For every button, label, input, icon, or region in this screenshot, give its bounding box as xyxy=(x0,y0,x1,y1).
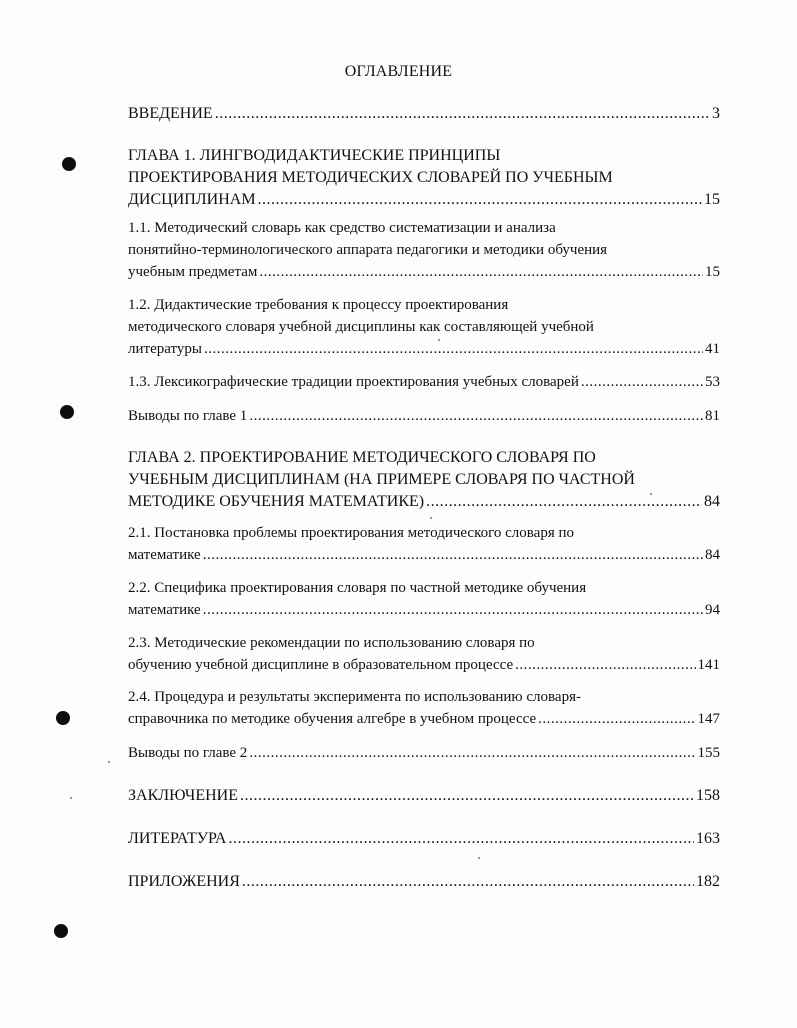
toc-entry-text: Выводы по главе 1 xyxy=(128,408,248,424)
toc-page-number: 3 xyxy=(712,105,720,122)
toc-entry-text: справочника по методике обучения алгебре в учебном процессе xyxy=(128,711,537,727)
scan-speck xyxy=(70,797,72,799)
toc-page-number: 15 xyxy=(704,191,720,208)
toc-entry-text: математике xyxy=(128,602,201,618)
toc-entry-text: УЧЕБНЫМ ДИСЦИПЛИНАМ (НА ПРИМЕРЕ СЛОВАРЯ ПО ЧАСТНОЙ xyxy=(128,471,635,488)
toc-page-number: 182 xyxy=(696,873,720,890)
toc-entry-section-1-3 xyxy=(128,371,720,393)
toc-entry-text: МЕТОДИКЕ ОБУЧЕНИЯ МАТЕМАТИКЕ) xyxy=(128,493,425,510)
scan-speck xyxy=(478,857,480,859)
toc-entry-section-2-2 xyxy=(128,577,720,621)
toc-entry-text: ПРОЕКТИРОВАНИЯ МЕТОДИЧЕСКИХ СЛОВАРЕЙ ПО УЧЕБНЫМ xyxy=(128,169,613,186)
toc-entry-text: 1.1. Методический словарь как средство систематизации и анализа xyxy=(128,220,556,236)
scan-speck xyxy=(108,761,110,763)
toc-entry-text: 2.1. Постановка проблемы проектирования методического словаря по xyxy=(128,525,575,541)
toc-page-number: 94 xyxy=(705,602,720,618)
toc-entry-section-2-4 xyxy=(128,686,720,730)
toc-entry-conclusions-1 xyxy=(128,405,720,427)
toc-entry-text: 2.3. Методические рекомендации по использованию словаря по xyxy=(128,635,535,651)
toc-entry-section-1-2 xyxy=(128,294,720,360)
toc-entry-introduction xyxy=(128,103,720,125)
toc-entry-text: методического словаря учебной дисциплины как составляющей учебной xyxy=(128,319,594,335)
toc-entry-text: ПРИЛОЖЕНИЯ xyxy=(128,873,240,890)
toc-entry-text: ДИСЦИПЛИНАМ xyxy=(128,191,256,208)
toc-entry-conclusions-2 xyxy=(128,742,720,764)
toc-entry-text: ВВЕДЕНИЕ xyxy=(128,105,213,122)
toc-page-number: 147 xyxy=(697,711,720,727)
dot-leader xyxy=(581,371,703,393)
dot-leader xyxy=(242,871,694,893)
toc-entry-appendices xyxy=(128,871,720,893)
dot-leader xyxy=(203,544,703,566)
toc-entry-text: ГЛАВА 2. ПРОЕКТИРОВАНИЕ МЕТОДИЧЕСКОГО СЛОВАРЯ ПО xyxy=(128,449,596,466)
dot-leader xyxy=(203,599,703,621)
toc-entry-text: 2.2. Специфика проектирования словаря по частной методике обучения xyxy=(128,580,587,596)
toc-page-number: 141 xyxy=(697,657,720,673)
toc-entry-section-1-1 xyxy=(128,217,720,283)
toc-entry-chapter-1 xyxy=(128,145,720,211)
page-title: ОГЛАВЛЕНИЕ xyxy=(344,63,453,80)
toc-page-number: 53 xyxy=(705,374,720,390)
dot-leader xyxy=(258,189,702,211)
toc-entry-text: 1.2. Дидактические требования к процессу проектирования xyxy=(128,297,509,313)
toc-page-number: 155 xyxy=(697,745,720,761)
dot-leader xyxy=(538,708,695,730)
dot-leader xyxy=(426,491,702,513)
toc-entry-text: 1.3. Лексикографические традиции проектирования учебных словарей xyxy=(128,374,579,390)
toc-page-number: 41 xyxy=(705,341,720,357)
toc-page-number: 81 xyxy=(705,408,720,424)
toc-page-number: 158 xyxy=(696,787,720,804)
scan-speck xyxy=(430,517,432,519)
toc-entry-text: ЛИТЕРАТУРА xyxy=(128,830,227,847)
dot-leader xyxy=(215,103,710,125)
toc-entry-text: обучению учебной дисциплине в образовательном процессе xyxy=(128,657,514,673)
toc-entry-text: ГЛАВА 1. ЛИНГВОДИДАКТИЧЕСКИЕ ПРИНЦИПЫ xyxy=(128,147,501,164)
dot-leader xyxy=(515,654,695,676)
toc-entry-text: литературы xyxy=(128,341,202,357)
punch-hole xyxy=(62,157,76,171)
dot-leader xyxy=(204,338,703,360)
toc-entry-text: ЗАКЛЮЧЕНИЕ xyxy=(128,787,238,804)
toc-page-number: 84 xyxy=(705,547,720,563)
toc-entry-literature xyxy=(128,828,720,850)
toc-entry-section-2-1 xyxy=(128,522,720,566)
dot-leader xyxy=(240,785,694,807)
toc-entry-conclusion xyxy=(128,785,720,807)
punch-hole xyxy=(56,711,70,725)
toc-entry-chapter-2 xyxy=(128,447,720,513)
dot-leader xyxy=(249,742,695,764)
toc-page-number: 15 xyxy=(705,264,720,280)
dot-leader xyxy=(249,405,703,427)
dot-leader xyxy=(228,828,694,850)
dot-leader xyxy=(259,261,703,283)
toc-entry-text: 2.4. Процедура и результаты эксперимента по использованию словаря- xyxy=(128,689,581,705)
toc-entry-text: понятийно-терминологического аппарата педагогики и методики обучения xyxy=(128,242,608,258)
punch-hole xyxy=(54,924,68,938)
toc-entry-section-2-3 xyxy=(128,632,720,676)
toc-page-number: 163 xyxy=(696,830,720,847)
punch-hole xyxy=(60,405,74,419)
toc-entry-text: математике xyxy=(128,547,201,563)
toc-entry-text: учебным предметам xyxy=(128,264,258,280)
toc-entry-text: Выводы по главе 2 xyxy=(128,745,248,761)
toc-page-number: 84 xyxy=(704,493,720,510)
